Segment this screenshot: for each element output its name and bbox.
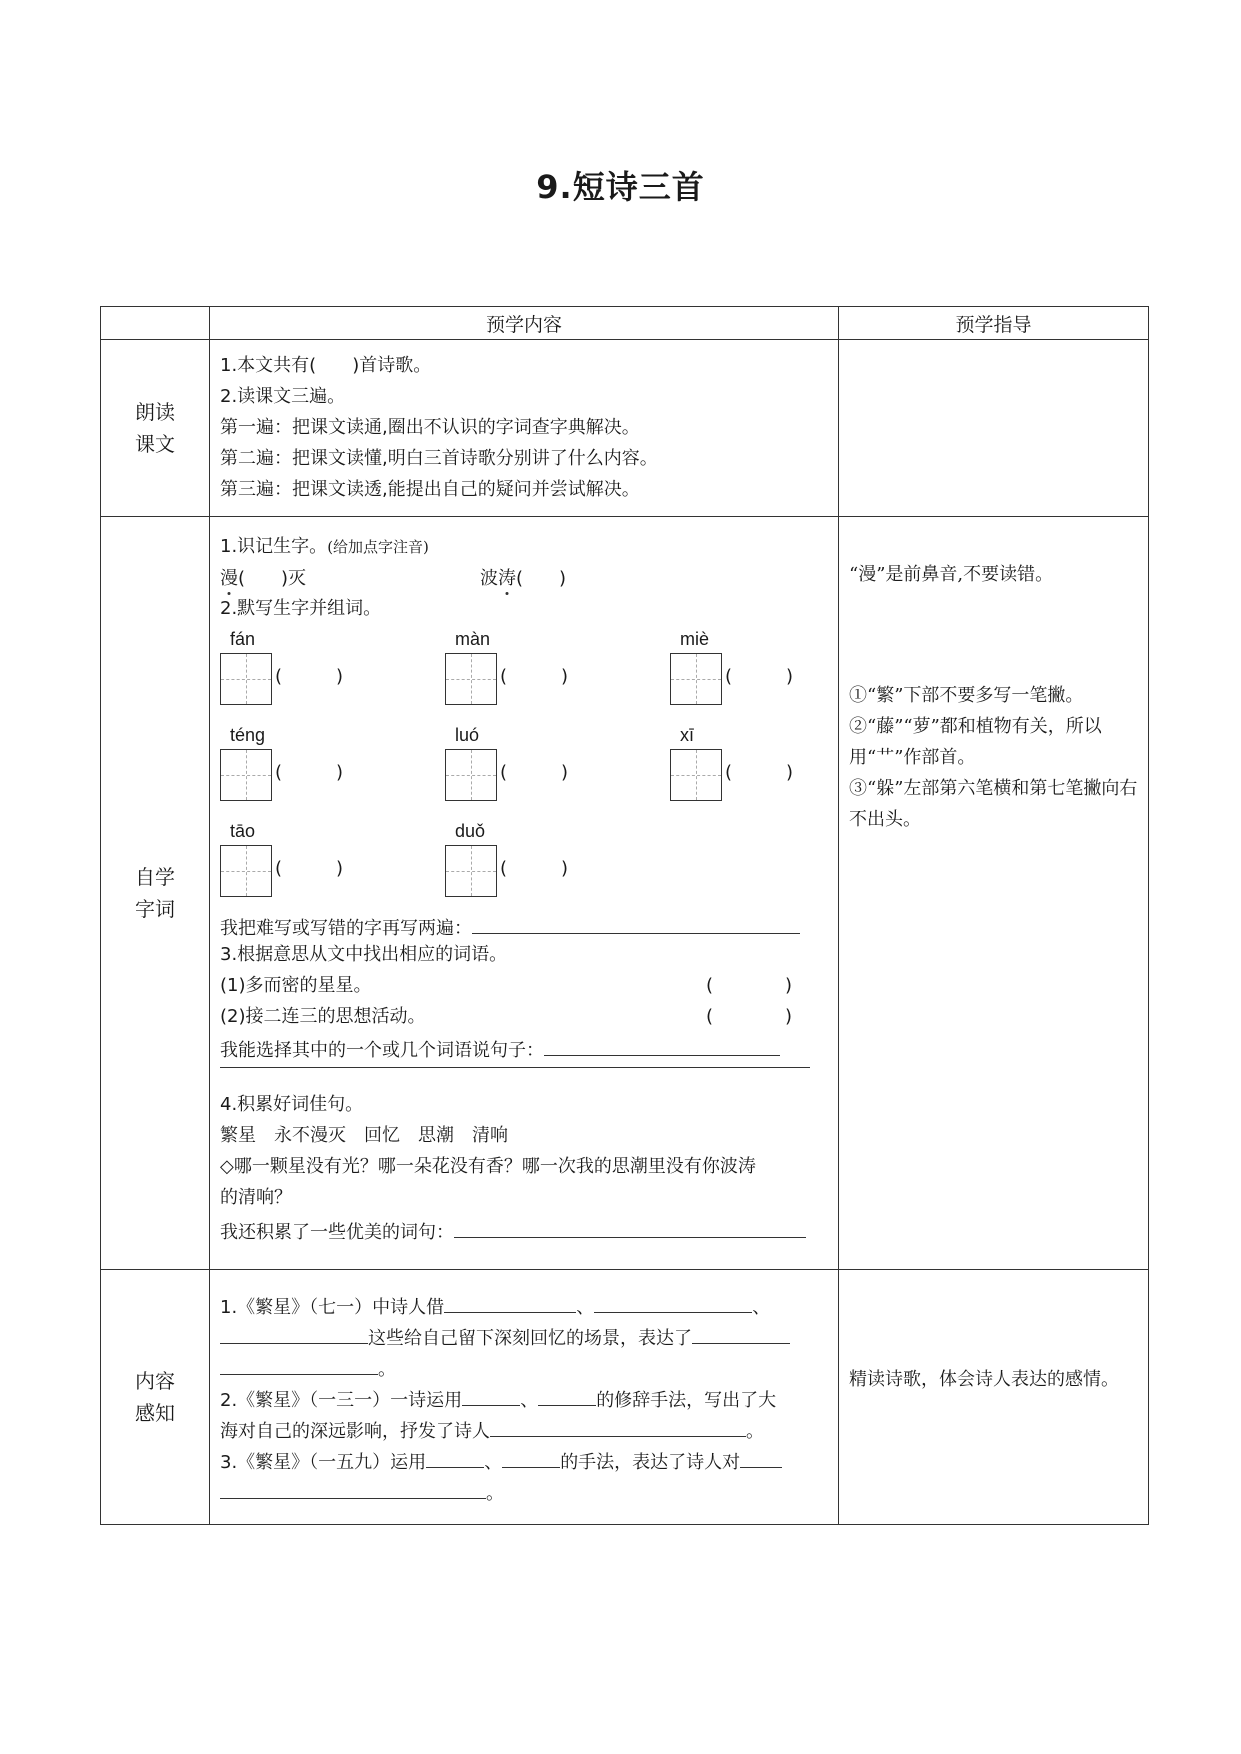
content-line-7: 。 — [220, 1478, 504, 1506]
word-paren: ( ) — [500, 858, 569, 879]
content-line-3: 。 — [220, 1354, 396, 1382]
char-box[interactable] — [220, 653, 272, 705]
read-guide — [839, 340, 1149, 517]
pinyin-xi: xī — [680, 725, 695, 745]
char-box[interactable] — [220, 749, 272, 801]
sentence-blank-2[interactable] — [220, 1047, 810, 1068]
content-line-4: 2.《繁星》（一三一）一诗运用 、 的修辞手法，写出了大 — [220, 1385, 776, 1413]
guide-tip-2: ②“藤”“萝”都和植物有关，所以用“艹”作部首。 — [849, 716, 1102, 768]
words-q4: 4.积累好词佳句。 — [220, 1094, 364, 1115]
pinyin-luo: luó — [455, 725, 480, 745]
content-section — [210, 1270, 839, 1525]
guide-tip-1: ①“繁”下部不要多写一笔撇。 — [849, 685, 1084, 706]
pinyin-fan: fán — [230, 629, 256, 649]
pinyin-teng: téng — [230, 725, 266, 745]
header-empty — [101, 307, 210, 340]
section-label-read: 朗读 课文 — [101, 340, 210, 517]
pinyin-man: màn — [455, 629, 491, 649]
more-blank[interactable] — [454, 1217, 806, 1238]
more-line: 我还积累了一些优美的词句： — [220, 1217, 806, 1245]
char-box[interactable] — [670, 653, 722, 705]
read-content — [210, 340, 839, 517]
word-paren: ( ) — [275, 762, 344, 783]
read-line-1: 1.本文共有( )首诗歌。 — [220, 355, 432, 376]
words-content — [210, 517, 839, 1270]
section-label-words: 自学 字词 — [101, 517, 210, 1270]
quote-line-2: 的清响？ — [220, 1187, 292, 1208]
q3a-paren: ( ) — [706, 975, 793, 996]
rewrite-blank[interactable] — [472, 913, 800, 934]
char-box[interactable] — [220, 845, 272, 897]
words-q3: 3.根据意思从文中找出相应的词语。 — [220, 944, 508, 965]
read-line-2: 2.读课文三遍。 — [220, 386, 346, 407]
char-box[interactable] — [445, 749, 497, 801]
word-paren: ( ) — [275, 666, 344, 687]
words-item-2: 波涛( ) — [480, 568, 567, 589]
content-line-2: 这些给自己留下深刻回忆的场景，表达了 — [220, 1323, 790, 1351]
words-q3a: (1)多而密的星星。 — [220, 975, 372, 996]
pinyin-duo: duǒ — [455, 821, 486, 841]
study-table — [100, 306, 1149, 1525]
words-item-1: 漫( )灭 — [220, 568, 307, 589]
content-line-6: 3.《繁星》（一五九）运用 、 的手法，表达了诗人对 — [220, 1447, 782, 1475]
word-paren: ( ) — [725, 762, 794, 783]
header-content: 预学内容 — [210, 307, 839, 340]
content-line-1: 1.《繁星》（七一）中诗人借 、 、 — [220, 1292, 770, 1320]
page-title: 9.短诗三首 — [536, 168, 705, 206]
pinyin-tao: tāo — [230, 821, 256, 841]
vocab-list: 繁星 永不漫灭 回忆 思潮 清响 — [220, 1125, 508, 1146]
char-box[interactable] — [445, 845, 497, 897]
header-guide: 预学指导 — [839, 307, 1149, 340]
read-line-3: 第一遍：把课文读通,圈出不认识的字词查字典解决。 — [220, 417, 640, 438]
guide-man: “漫”是前鼻音,不要读错。 — [849, 564, 1054, 585]
guide-content: 精读诗歌，体会诗人表达的感情。 — [849, 1369, 1119, 1390]
word-paren: ( ) — [500, 666, 569, 687]
read-line-4: 第二遍：把课文读懂,明白三首诗歌分别讲了什么内容。 — [220, 448, 658, 469]
rewrite-line: 我把难写或写错的字再写两遍： — [220, 913, 800, 941]
content-line-5: 海对自己的深远影响，抒发了诗人 。 — [220, 1416, 764, 1444]
pinyin-mie: miè — [680, 629, 710, 649]
guide-tip-3: ③“躲”左部第六笔横和第七笔撇向右不出头。 — [849, 778, 1138, 830]
sentence-line: 我能选择其中的一个或几个词语说句子： — [220, 1035, 780, 1063]
words-q1: 1.识记生字。(给加点字注音) — [220, 536, 429, 557]
section-label-content: 内容 感知 — [101, 1270, 210, 1525]
word-paren: ( ) — [725, 666, 794, 687]
char-box[interactable] — [445, 653, 497, 705]
words-q2: 2.默写生字并组词。 — [220, 598, 382, 619]
quote-line-1: ◇哪一颗星没有光？哪一朵花没有香？哪一次我的思潮里没有你波涛 — [220, 1156, 756, 1177]
word-paren: ( ) — [275, 858, 344, 879]
read-line-5: 第三遍：把课文读透,能提出自己的疑问并尝试解决。 — [220, 479, 640, 500]
words-q3b: (2)接二连三的思想活动。 — [220, 1006, 426, 1027]
char-box[interactable] — [670, 749, 722, 801]
words-guide — [839, 517, 1149, 1270]
content-guide — [839, 1270, 1149, 1525]
word-paren: ( ) — [500, 762, 569, 783]
q3b-paren: ( ) — [706, 1006, 793, 1027]
